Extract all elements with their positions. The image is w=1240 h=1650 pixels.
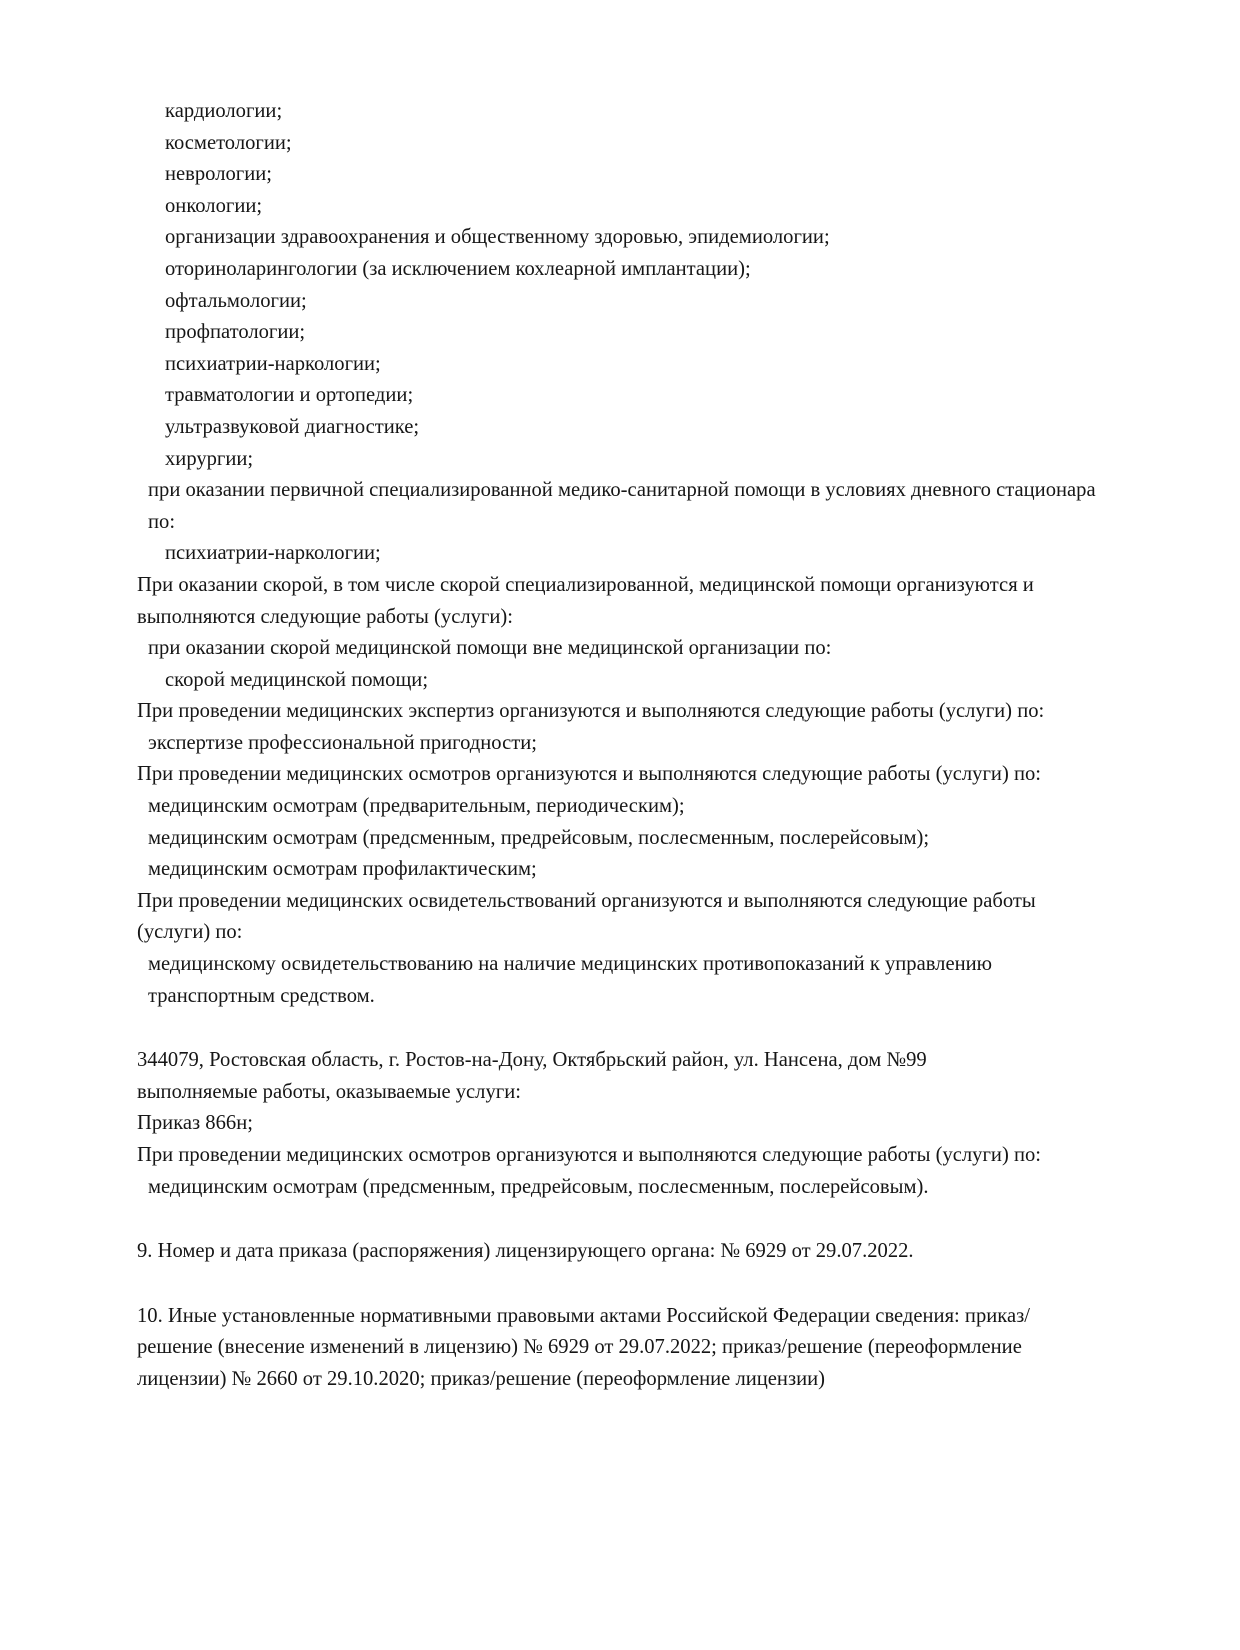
list-item: медицинскому освидетельствованию на наличие медицинских противопоказаний к управлению транспортным средством. xyxy=(148,953,993,1007)
order-label: Приказ 866н; xyxy=(137,1112,253,1135)
works-label: выполняемые работы, оказываемые услуги: xyxy=(137,1080,521,1103)
list-item: психиатрии-наркологии; xyxy=(165,542,381,565)
emergency-sub-heading: при оказании скорой медицинской помощи вне медицинской организации по: xyxy=(148,637,832,660)
list-item: офтальмологии; xyxy=(165,289,307,312)
spacer xyxy=(137,1268,1105,1301)
emergency-heading: При оказании скорой, в том числе скорой специализированной, медицинской помощи организуются и выполняются следующие работы (услуги): xyxy=(137,573,1034,628)
address-line: 344079, Ростовская область, г. Ростов-на-Дону, Октябрьский район, ул. Нансена, дом №99 xyxy=(137,1049,927,1072)
list-item: медицинским осмотрам (предсменным, предрейсовым, послесменным, послерейсовым); xyxy=(148,826,930,849)
list-item: психиатрии-наркологии; xyxy=(165,352,381,375)
list-item: профпатологии; xyxy=(165,321,306,344)
list-item: косметологии; xyxy=(165,131,292,154)
list-item: экспертизе профессиональной пригодности; xyxy=(148,731,537,754)
address-block xyxy=(137,1045,1105,1203)
list-item: неврологии; xyxy=(165,163,272,186)
day-hospital-heading: при оказании первичной специализированной медико-санитарной помощи в условиях дневного стационара по: xyxy=(148,479,1096,533)
list-item: травматологии и ортопедии; xyxy=(165,384,414,407)
spacer xyxy=(137,1203,1105,1236)
list-item: ультразвуковой диагностике; xyxy=(165,415,420,438)
list-item: оториноларингологии (за исключением кохлеарной имплантации); xyxy=(165,257,751,280)
document-body xyxy=(137,96,1105,1396)
clause-10: 10. Иные установленные нормативными правовыми актами Российской Федерации сведения: приказ/решение (внесение изменений в лицензию) № 6929 от 29.07.2022; приказ/решение (переоформление лицензии) № 2660 от 29.10.2020; приказ/решение (переоформление лицензии) xyxy=(137,1304,1030,1390)
expertise-heading: При проведении медицинских экспертиз организуются и выполняются следующие работы (услуги) по: xyxy=(137,700,1045,723)
list-item: медицинским осмотрам (предсменным, предрейсовым, послесменным, послерейсовым). xyxy=(148,1175,929,1198)
address-exams-heading: При проведении медицинских осмотров организуются и выполняются следующие работы (услуги) по: xyxy=(137,1144,1041,1166)
list-item: скорой медицинской помощи; xyxy=(165,668,429,691)
list-item: онкологии; xyxy=(165,194,263,217)
list-item: хирургии; xyxy=(165,447,254,470)
clause-9: 9. Номер и дата приказа (распоряжения) лицензирующего органа: № 6929 от 29.07.2022. xyxy=(137,1240,914,1263)
list-item: организации здравоохранения и общественному здоровью, эпидемиологии; xyxy=(165,226,830,249)
list-item: медицинским осмотрам профилактическим; xyxy=(148,858,537,881)
list-item: медицинским осмотрам (предварительным, периодическим); xyxy=(148,795,685,818)
list-item: кардиологии; xyxy=(165,100,283,122)
specialty-list xyxy=(137,96,1105,475)
spacer xyxy=(137,1012,1105,1045)
attestation-heading: При проведении медицинских освидетельствований организуются и выполняются следующие работы (услуги) по: xyxy=(137,889,1036,944)
exams-heading: При проведении медицинских осмотров организуются и выполняются следующие работы (услуги) по: xyxy=(137,763,1041,786)
